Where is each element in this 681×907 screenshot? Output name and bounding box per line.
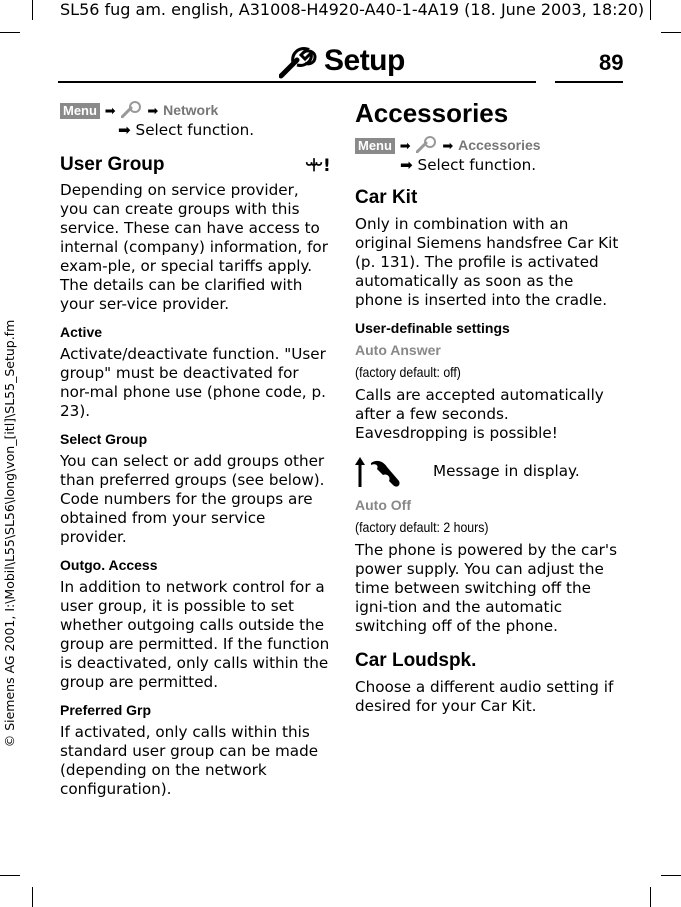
auto-answer-text: Calls are accepted automatically after a few seconds. Eavesdropping is possible! bbox=[355, 386, 604, 442]
crop-mark-top-right-v bbox=[650, 0, 651, 20]
outgo-access-text: In addition to network control for a user group, it is possible to set whether outgoing calls outside the group are permitted. If the function is deactivated, only calls within the group are permitted. bbox=[60, 578, 330, 691]
wrench-phone-icon bbox=[416, 135, 438, 153]
car-kit-heading: Car Kit bbox=[355, 187, 418, 208]
nav-target[interactable]: Accessories bbox=[458, 137, 541, 153]
crop-mark-top-left-v bbox=[32, 0, 33, 20]
user-group-heading: User Group bbox=[60, 154, 165, 175]
car-kit-text: Only in combination with an original Siemens handsfree Car Kit (p. 131). The profile is activated automatically as soon as the phone is inserted into the cradle. bbox=[355, 215, 619, 309]
arrow-right-icon: ➡ bbox=[104, 104, 116, 119]
preferred-grp-text: If activated, only calls within this standard user group can be made (depending on the network configuration). bbox=[60, 723, 319, 798]
setup-icon bbox=[279, 45, 319, 79]
car-loudspk-text: Choose a different audio setting if desired for your Car Kit. bbox=[355, 678, 614, 715]
network-nav bbox=[60, 100, 330, 121]
left-column bbox=[60, 100, 330, 799]
nav-target[interactable]: Network bbox=[163, 102, 219, 118]
page-number: 89 bbox=[599, 50, 624, 75]
active-heading: Active bbox=[60, 324, 103, 340]
page-title: Setup bbox=[324, 44, 405, 77]
nav-action: ➡ Select function. bbox=[400, 156, 537, 174]
menu-key[interactable]: Menu bbox=[60, 103, 100, 119]
auto-answer-heading: Auto Answer bbox=[355, 342, 441, 358]
auto-off-default: (factory default: 2 hours) bbox=[355, 519, 489, 535]
arrow-right-icon-2: ➡ bbox=[147, 104, 159, 119]
crop-mark-bottom-right-h bbox=[661, 875, 681, 876]
user-definable-heading: User-definable settings bbox=[355, 320, 510, 336]
nav-action: ➡ Select function. bbox=[118, 121, 255, 139]
accessories-nav bbox=[355, 135, 625, 156]
auto-answer-note bbox=[355, 455, 625, 489]
menu-key[interactable]: Menu bbox=[355, 138, 395, 154]
user-group-intro: Depending on service provider, you can create groups with this service. These can have access to internal (company) information, for exam-ple, or special tariffs apply. The details can be clarified with your ser-vice provider. bbox=[60, 181, 328, 313]
accessories-heading: Accessories bbox=[355, 98, 509, 128]
outgo-access-heading: Outgo. Access bbox=[60, 557, 158, 573]
running-title: SL56 fug am. english, A31008-H4920-A40-1-4A19 (18. June 2003, 18:20) bbox=[60, 0, 645, 19]
service-provider-icons: ꗻ! bbox=[305, 156, 331, 176]
active-text: Activate/deactivate function. "User group" must be deactivated for nor-mal phone use (phone code, p. 23). bbox=[60, 345, 326, 420]
preferred-grp-heading: Preferred Grp bbox=[60, 702, 152, 718]
select-group-text: You can select or add groups other than preferred groups (see below). Code numbers for the groups are obtained from your service provider. bbox=[60, 452, 325, 546]
right-column bbox=[355, 98, 625, 716]
crop-mark-bottom-right-v bbox=[650, 887, 651, 907]
auto-answer-default: (factory default: off) bbox=[355, 364, 461, 380]
car-loudspk-heading: Car Loudspk. bbox=[355, 650, 477, 671]
crop-mark-bottom-left-v bbox=[32, 887, 33, 907]
wrench-phone-icon bbox=[121, 100, 143, 118]
select-group-heading: Select Group bbox=[60, 431, 148, 447]
side-footer-label: © Siemens AG 2001, I:\Mobil\L55\SL56\long\von_[itl]\SL55_Setup.fm bbox=[2, 319, 17, 748]
auto-off-text: The phone is powered by the car's power supply. You can adjust the time between switching off the igni-tion and the automatic switching off of the phone. bbox=[355, 541, 618, 635]
crop-mark-top-right-h bbox=[661, 32, 681, 33]
header-rule-left bbox=[58, 81, 536, 83]
side-footer-text bbox=[0, 0, 20, 907]
arrow-right-icon-2: ➡ bbox=[442, 139, 454, 154]
auto-off-heading: Auto Off bbox=[355, 497, 411, 513]
user-group-heading-row bbox=[60, 154, 330, 178]
phone-answer-icon bbox=[355, 455, 405, 493]
note-text: Message in display. bbox=[433, 462, 580, 480]
header-rule-right bbox=[555, 81, 623, 83]
arrow-right-icon: ➡ bbox=[399, 139, 411, 154]
